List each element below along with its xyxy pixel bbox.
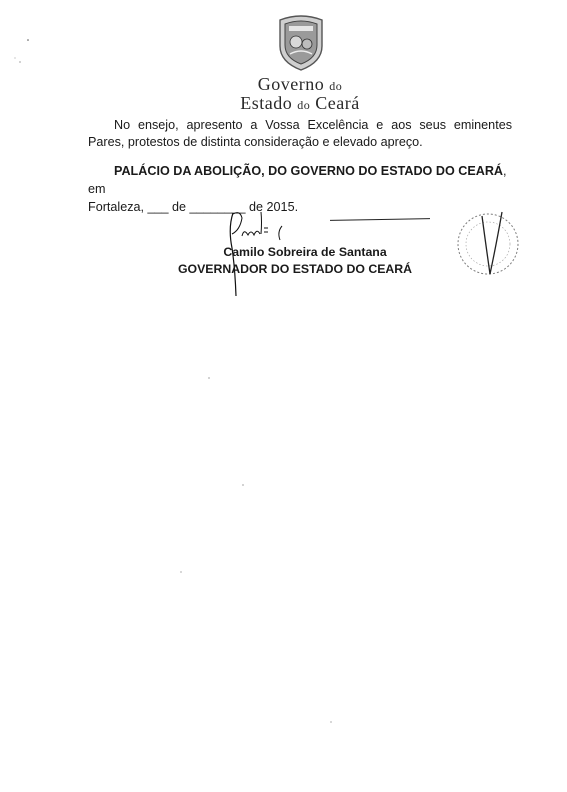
letterhead-estado: Estado — [240, 93, 293, 113]
letterhead-title — [200, 76, 400, 114]
state-crest-icon — [276, 12, 326, 72]
letterhead-do-1: do — [329, 79, 343, 93]
letterhead-governo: Governo — [257, 74, 325, 94]
signer-role: GOVERNADOR DO ESTADO DO CEARÁ — [177, 262, 413, 276]
place-date-line: Fortaleza, ___ de ________ de 2015. — [88, 200, 299, 214]
place-date-paragraph — [88, 162, 512, 216]
closing-paragraph: No ensejo, apresento a Vossa Excelência e aos seus eminentes Pares, protestos de distinta consideração e elevado apreço. — [88, 118, 512, 149]
place-date-connector: , em — [88, 164, 507, 196]
palace-name: PALÁCIO DA ABOLIÇÃO, DO GOVERNO DO ESTADO DO CEARÁ — [114, 164, 504, 178]
signer-name: Camilo Sobreira de Santana — [223, 245, 387, 259]
signature-line — [330, 218, 430, 221]
official-stamp — [452, 206, 524, 298]
letterhead-ceara: Ceará — [315, 93, 360, 113]
letterhead-do-2: do — [297, 98, 311, 112]
